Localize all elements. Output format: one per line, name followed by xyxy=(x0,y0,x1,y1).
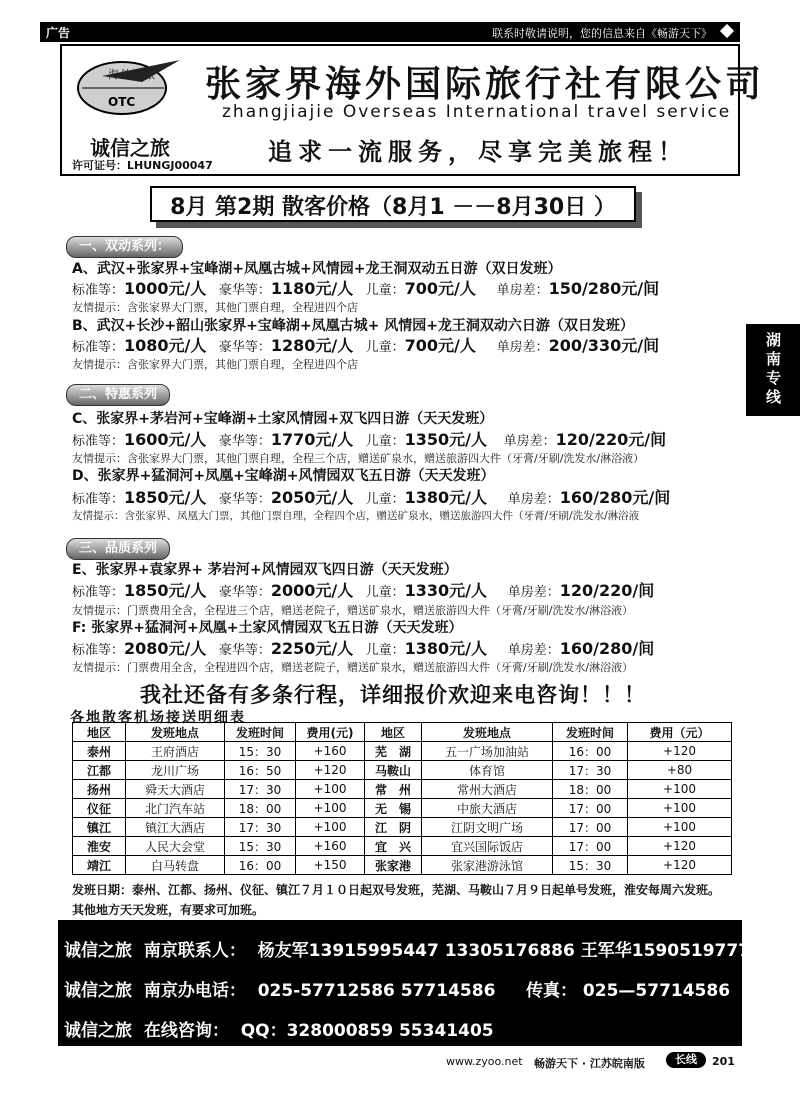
company-slogan: 追求一流服务，尽享完美旅程！ xyxy=(268,137,688,166)
table-cell: 张家港游泳馆 xyxy=(422,856,553,875)
diamond-icon xyxy=(720,24,734,38)
luxury-price: 1180元/人 xyxy=(270,279,354,298)
route-prices: 标准等：2080元/人 豪华等：2250元/人 儿童：1380元/人 单房差：160/280/间 xyxy=(72,639,655,658)
route-title: B、武汉+长沙+韶山张家界+宝峰湖+凤凰古城+ 风情园+龙王洞双动六日游（双日发班） xyxy=(72,318,634,334)
contact-brand: 诚信之旅 xyxy=(64,941,132,961)
table-cell: 江都 xyxy=(73,761,126,780)
table-cell: 17：00 xyxy=(553,799,628,818)
child-price: 700元/人 xyxy=(404,336,476,355)
contact-label: 在线咨询： xyxy=(143,1021,229,1041)
period-title: 8月 第2期 散客价格（8月1 －－8月30日 ） xyxy=(170,195,616,220)
ad-tag: 广告 xyxy=(46,26,71,40)
table-cell: +120 xyxy=(628,837,732,856)
table-cell: 白马转盘 xyxy=(126,856,225,875)
table-cell: 泰州 xyxy=(73,742,126,761)
route-title: D、张家界+猛洞河+凤凰+宝峰湖+风情园双飞五日游（天天发班） xyxy=(72,468,495,484)
child-price: 1380元/人 xyxy=(404,488,488,507)
table-cell: 扬州 xyxy=(73,780,126,799)
table-cell: +160 xyxy=(296,742,365,761)
single-room-price: 150/280元/间 xyxy=(548,279,660,298)
contact-value: QQ：328000859 55341405 xyxy=(240,1021,494,1041)
table-cell: 无 锡 xyxy=(365,799,422,818)
table-cell: 舜天大酒店 xyxy=(126,780,225,799)
column-header: 发班时间 xyxy=(553,723,628,742)
table-cell: 宜 兴 xyxy=(365,837,422,856)
table-cell: 常州大酒店 xyxy=(422,780,553,799)
luxury-price: 2000元/人 xyxy=(270,581,354,600)
more-routes-banner: 我社还备有多条行程，详细报价欢迎来电咨询！！！ xyxy=(140,683,646,707)
company-name-cn: 张家界海外国际旅行社有限公司 xyxy=(205,63,766,105)
route-tip: 友情提示：门票费用全含，全程进三个店，赠送老院子，赠送矿泉水，赠送旅游四大件（牙膏/牙刷/洗发水/淋浴液） xyxy=(72,604,634,617)
standard-price: 1000元/人 xyxy=(124,279,207,298)
section-label: 三、品质系列 xyxy=(66,538,170,560)
column-header: 发班地点 xyxy=(126,723,225,742)
contact-brand: 诚信之旅 xyxy=(64,981,132,1001)
table-cell: 北门汽车站 xyxy=(126,799,225,818)
contact-line-office xyxy=(64,976,495,1001)
logo-chinese-text: 海外国旅 xyxy=(108,68,156,81)
standard-price: 1850元/人 xyxy=(124,581,207,600)
table-cell: 宜兴国际饭店 xyxy=(422,837,553,856)
child-price: 1380元/人 xyxy=(404,639,488,658)
column-header: 费用(元) xyxy=(296,723,365,742)
contact-fax xyxy=(526,976,730,1001)
standard-price: 1850元/人 xyxy=(124,488,207,507)
table-cell: 镇江 xyxy=(73,818,126,837)
table-cell: +100 xyxy=(628,780,732,799)
table-cell: +100 xyxy=(296,799,365,818)
luxury-price: 2050元/人 xyxy=(270,488,354,507)
table-cell: 17：30 xyxy=(225,818,296,837)
route-tip: 友情提示：门票费用全含，全程进四个店，赠送老院子，赠送矿泉水，赠送旅游四大件（牙膏/牙刷/洗发水/淋浴液） xyxy=(72,661,634,674)
table-cell: 体育馆 xyxy=(422,761,553,780)
route-prices: 标准等：1600元/人 豪华等：1770元/人 儿童：1350元/人 单房差：120/220元/间 xyxy=(72,430,667,449)
column-header: 地区 xyxy=(365,723,422,742)
table-cell: 江 阴 xyxy=(365,818,422,837)
side-tab-hunan: 湖南专线 xyxy=(746,324,800,416)
website-url: www.zyoo.net xyxy=(446,1055,523,1068)
standard-price: 1600元/人 xyxy=(124,430,207,449)
table-cell: +80 xyxy=(628,761,732,780)
route-title: F: 张家界+猛洞河+凤凰+土家风情园双飞五日游（天天发班） xyxy=(72,620,463,636)
column-header: 发班地点 xyxy=(422,723,553,742)
table-cell: 15：30 xyxy=(225,837,296,856)
table-cell: 15：30 xyxy=(225,742,296,761)
single-room-price: 120/220元/间 xyxy=(555,430,667,449)
route-prices: 标准等：1080元/人 豪华等：1280元/人 儿童：700元/人 单房差：200/330元/间 xyxy=(72,336,660,355)
table-cell: 人民大会堂 xyxy=(126,837,225,856)
departure-note: 发班日期：泰州、江都、扬州、仪征、镇江７月１０日起双号发班，芜湖、马鞍山７月９日起单号发班，淮安每周六发班。其他地方天天发班，有要求可加班。 xyxy=(72,883,721,917)
brand-slogan-short: 诚信之旅 xyxy=(90,136,170,160)
section-label: 一、双动系列： xyxy=(66,236,183,258)
table-cell: 16：00 xyxy=(225,856,296,875)
table-cell: +120 xyxy=(296,761,365,780)
route-prices: 标准等：1850元/人 豪华等：2050元/人 儿童：1380元/人 单房差：160/280元/间 xyxy=(72,488,671,507)
single-room-price: 200/330元/间 xyxy=(548,336,660,355)
contact-brand: 诚信之旅 xyxy=(64,1021,132,1041)
route-tip: 友情提示：含张家界、凤凰大门票，其他门票自理，全程四个店，赠送矿泉水，赠送旅游四大件（牙膏/牙刷/洗发水/淋浴液 xyxy=(72,510,640,522)
table-cell: +100 xyxy=(628,818,732,837)
table-cell: 王府酒店 xyxy=(126,742,225,761)
route-prices: 标准等：1850元/人 豪华等：2000元/人 儿童：1330元/人 单房差：120/220/间 xyxy=(72,581,655,600)
route-title: E、张家界+袁家界+ 茅岩河+风情园双飞四日游（天天发班） xyxy=(72,562,458,578)
table-cell: +160 xyxy=(296,837,365,856)
table-cell: 镇江大酒店 xyxy=(126,818,225,837)
luxury-price: 1280元/人 xyxy=(270,336,354,355)
fax-label: 传真： xyxy=(526,981,577,1001)
table-row xyxy=(73,780,732,799)
table-row xyxy=(73,761,732,780)
table-cell: 江阴文明广场 xyxy=(422,818,553,837)
table-cell: +120 xyxy=(628,742,732,761)
table-cell: +100 xyxy=(296,780,365,799)
luxury-price: 2250元/人 xyxy=(270,639,354,658)
route-title: A、武汉+张家界+宝峰湖+凤凰古城+风情园+龙王洞双动五日游（双日发班） xyxy=(72,261,562,277)
transfer-table xyxy=(72,722,732,875)
table-row xyxy=(73,799,732,818)
table-cell: 18：00 xyxy=(225,799,296,818)
table-cell: 16：00 xyxy=(553,742,628,761)
child-price: 1330元/人 xyxy=(404,581,488,600)
route-tip: 友情提示：含张家界大门票，其他门票自理，全程三个店，赠送矿泉水，赠送旅游四大件（牙膏/牙刷/洗发水/淋浴液） xyxy=(72,452,645,465)
contact-line-people xyxy=(64,936,762,961)
table-cell: 淮安 xyxy=(73,837,126,856)
section-label: 二、特惠系列 xyxy=(66,384,170,406)
table-cell: 17：30 xyxy=(553,761,628,780)
table-cell: 17：00 xyxy=(553,837,628,856)
table-cell: 靖江 xyxy=(73,856,126,875)
license-number: 许可证号：LHUNGJ00047 xyxy=(72,159,213,172)
svg-text:OTC: OTC xyxy=(108,95,136,109)
single-room-price: 120/220/间 xyxy=(559,581,655,600)
magazine-name: 畅游天下 · 江苏皖南版 xyxy=(534,1057,645,1070)
child-price: 700元/人 xyxy=(404,279,476,298)
table-cell: 中旅大酒店 xyxy=(422,799,553,818)
contact-label: 南京联系人： xyxy=(143,941,246,961)
table-cell: 17：00 xyxy=(553,818,628,837)
child-price: 1350元/人 xyxy=(404,430,488,449)
fax-value: 025—57714586 xyxy=(582,981,731,1001)
table-cell: 芜 湖 xyxy=(365,742,422,761)
table-cell: 15：30 xyxy=(553,856,628,875)
table-cell: 仪征 xyxy=(73,799,126,818)
route-tip: 友情提示：含张家界大门票，其他门票自理，全程进四个店 xyxy=(72,358,358,371)
table-row xyxy=(73,742,732,761)
contact-line-online xyxy=(64,1016,494,1041)
column-header: 地区 xyxy=(73,723,126,742)
table-cell: 龙川广场 xyxy=(126,761,225,780)
table-cell: +100 xyxy=(296,818,365,837)
standard-price: 1080元/人 xyxy=(124,336,207,355)
luxury-price: 1770元/人 xyxy=(270,430,354,449)
route-prices: 标准等：1000元/人 豪华等：1180元/人 儿童：700元/人 单房差：150/280元/间 xyxy=(72,279,660,298)
page-number: 201 xyxy=(712,1055,735,1068)
table-row xyxy=(73,856,732,875)
table-cell: 16：50 xyxy=(225,761,296,780)
table-row xyxy=(73,818,732,837)
column-header: 费用（元） xyxy=(628,723,732,742)
single-room-price: 160/280/间 xyxy=(559,639,655,658)
table-cell: +150 xyxy=(296,856,365,875)
contact-value: 025-57712586 57714586 xyxy=(257,981,496,1001)
table-header-row xyxy=(73,723,732,742)
route-title: C、张家界+茅岩河+宝峰湖+土家风情园+双飞四日游（天天发班） xyxy=(72,411,494,427)
source-notice: 联系时敬请说明，您的信息来自《畅游天下》 xyxy=(492,27,712,40)
table-cell: 18：00 xyxy=(553,780,628,799)
contact-label: 南京办电话： xyxy=(143,981,246,1001)
top-banner xyxy=(40,22,740,42)
table-cell: 17：30 xyxy=(225,780,296,799)
table-cell: 张家港 xyxy=(365,856,422,875)
standard-price: 2080元/人 xyxy=(124,639,207,658)
single-room-price: 160/280元/间 xyxy=(559,488,671,507)
route-tip: 友情提示：含张家界大门票，其他门票自理，全程进四个店 xyxy=(72,301,358,314)
category-pill: 长线 xyxy=(666,1052,706,1068)
table-cell: 马鞍山 xyxy=(365,761,422,780)
table-cell: +100 xyxy=(628,799,732,818)
contact-value: 杨友军13915995447 13305176886 王军华15905197776 xyxy=(257,941,762,961)
company-name-en: zhangjiajie Overseas International travel service xyxy=(222,102,732,122)
table-row xyxy=(73,837,732,856)
table-cell: 常 州 xyxy=(365,780,422,799)
transfer-table-title: 各地散客机场接送明细表 xyxy=(70,710,246,726)
column-header: 发班时间 xyxy=(225,723,296,742)
table-cell: 五一广场加油站 xyxy=(422,742,553,761)
table-cell: +120 xyxy=(628,856,732,875)
